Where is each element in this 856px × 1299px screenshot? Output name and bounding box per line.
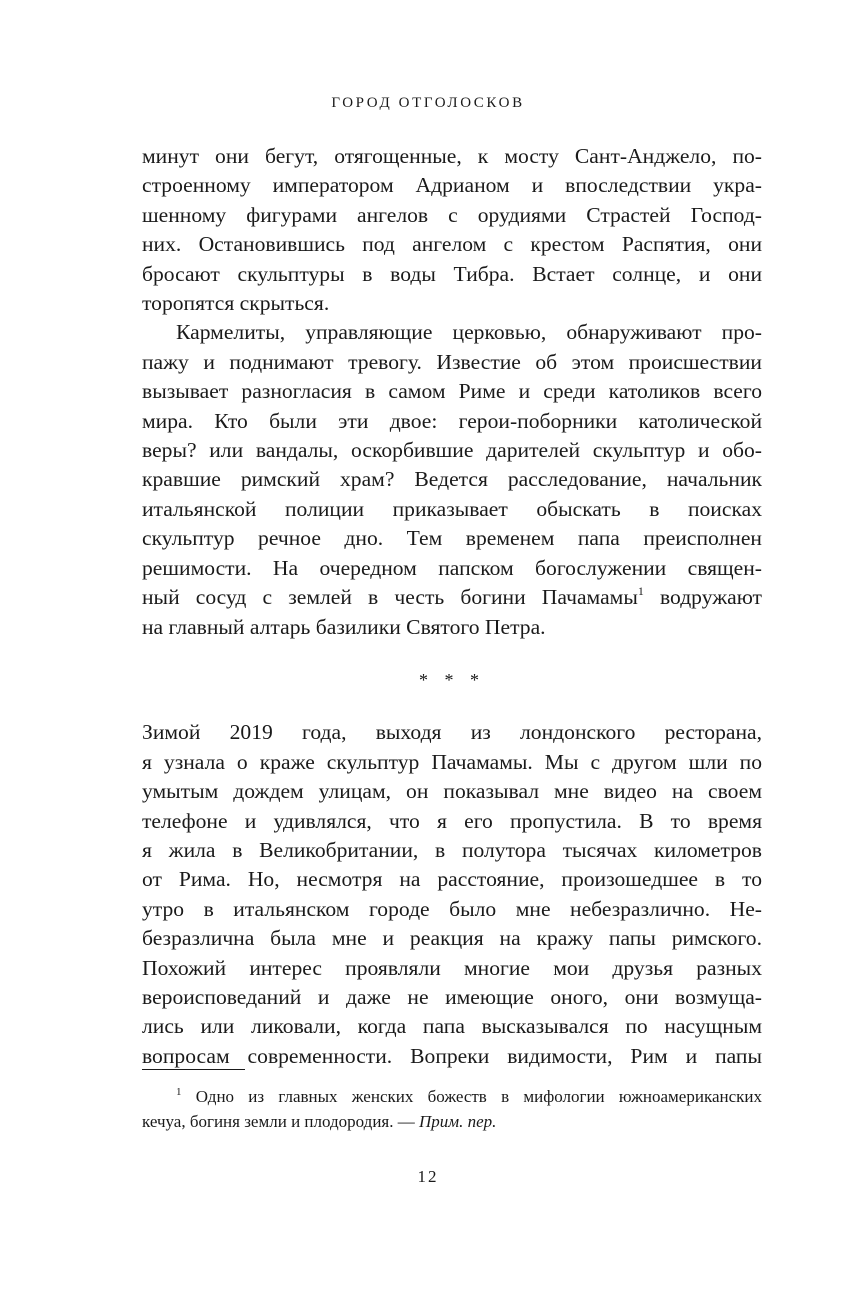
text-line: вероисповеданий и даже не имеющие оного, они возмуща- [142,984,762,1009]
text-line: вопросам современности. Вопреки видимости, Рим и папы [142,1043,762,1068]
body-text [142,142,762,1071]
text-line: итальянской полиции приказывает обыскать в поисках [142,496,762,521]
text-line: решимости. На очередном папском богослужении священ- [142,555,762,580]
text-line: Похожий интерес проявляли многие мои друзья разных [142,955,762,980]
text-line: кравшие римский храм? Ведется расследование, начальник [142,467,762,492]
text-line: Зимой 2019 года, выходя из лондонского ресторана, [142,720,762,745]
text-line: веры? или вандалы, оскорбившие дарителей скульптур и обо- [142,438,762,463]
text-line: телефоне и удивлялся, что я его пропустила. В то время [142,808,762,833]
text-line: шенному фигурами ангелов с орудиями Страстей Господ- [142,202,762,227]
footnote-line [142,1084,762,1109]
paragraph-1 [142,142,762,318]
page-number: 12 [417,1167,439,1186]
text-line: я жила в Великобритании, в полутора тысячах километров [142,837,762,862]
footnote-text: Одно из главных женских божеств в мифологии южноамериканских [195,1087,762,1106]
text-line: от Рима. Но, несмотря на расстояние, произошедшее в то [142,867,762,892]
text-line: строенному императором Адрианом и впоследствии укра- [142,173,762,198]
footnote-number: 1 [176,1086,182,1098]
text-line: скульптур речное дно. Тем временем папа преисполнен [142,526,762,551]
text-line-with-footnote [142,583,762,612]
text-line: торопятся скрыться. [142,291,330,316]
footnote [142,1084,762,1134]
text-line: умытым дождем улицам, он показывал мне видео на своем [142,779,762,804]
text-line: утро в итальянском городе было мне небезразлично. Не- [142,896,762,921]
text-line: безразлична была мне и реакция на кражу папы римского. [142,926,762,951]
paragraph-3 [142,718,762,1071]
footnote-marker[interactable]: 1 [637,584,644,599]
footnote-note: Прим. пер. [418,1112,497,1131]
text-fragment: водружают [643,585,762,610]
text-line: мира. Кто были эти двое: герои-поборники католической [142,408,762,433]
text-line: Кармелиты, управляющие церковью, обнаруживают про- [176,320,762,345]
running-head: ГОРОД ОТГОЛОСКОВ [331,95,525,111]
text-line: на главный алтарь базилики Святого Петра. [142,614,546,639]
footnote-line [142,1109,762,1134]
paragraph-2 [142,318,762,641]
text-line: лись или ликовали, когда папа высказывался по насущным [142,1014,762,1039]
text-line: них. Остановившись под ангелом с крестом Распятия, они [142,232,762,257]
footnote-rule [142,1069,245,1070]
text-line: бросают скульптуры в воды Тибра. Встает солнце, и они [142,261,762,286]
section-separator: * * * [419,669,485,690]
text-line: вызывает разногласия в самом Риме и среди католиков всего [142,379,762,404]
text-fragment: ный сосуд с землей в честь богини Пачамамы [142,585,638,610]
text-line: я узнала о краже скульптур Пачамамы. Мы с другом шли по [142,749,762,774]
text-line: пажу и поднимают тревогу. Известие об этом происшествии [142,349,762,374]
footnote-text: кечуа, богиня земли и плодородия. — [142,1112,415,1131]
text-line: минут они бегут, отягощенные, к мосту Сант-Анджело, по- [142,144,762,168]
